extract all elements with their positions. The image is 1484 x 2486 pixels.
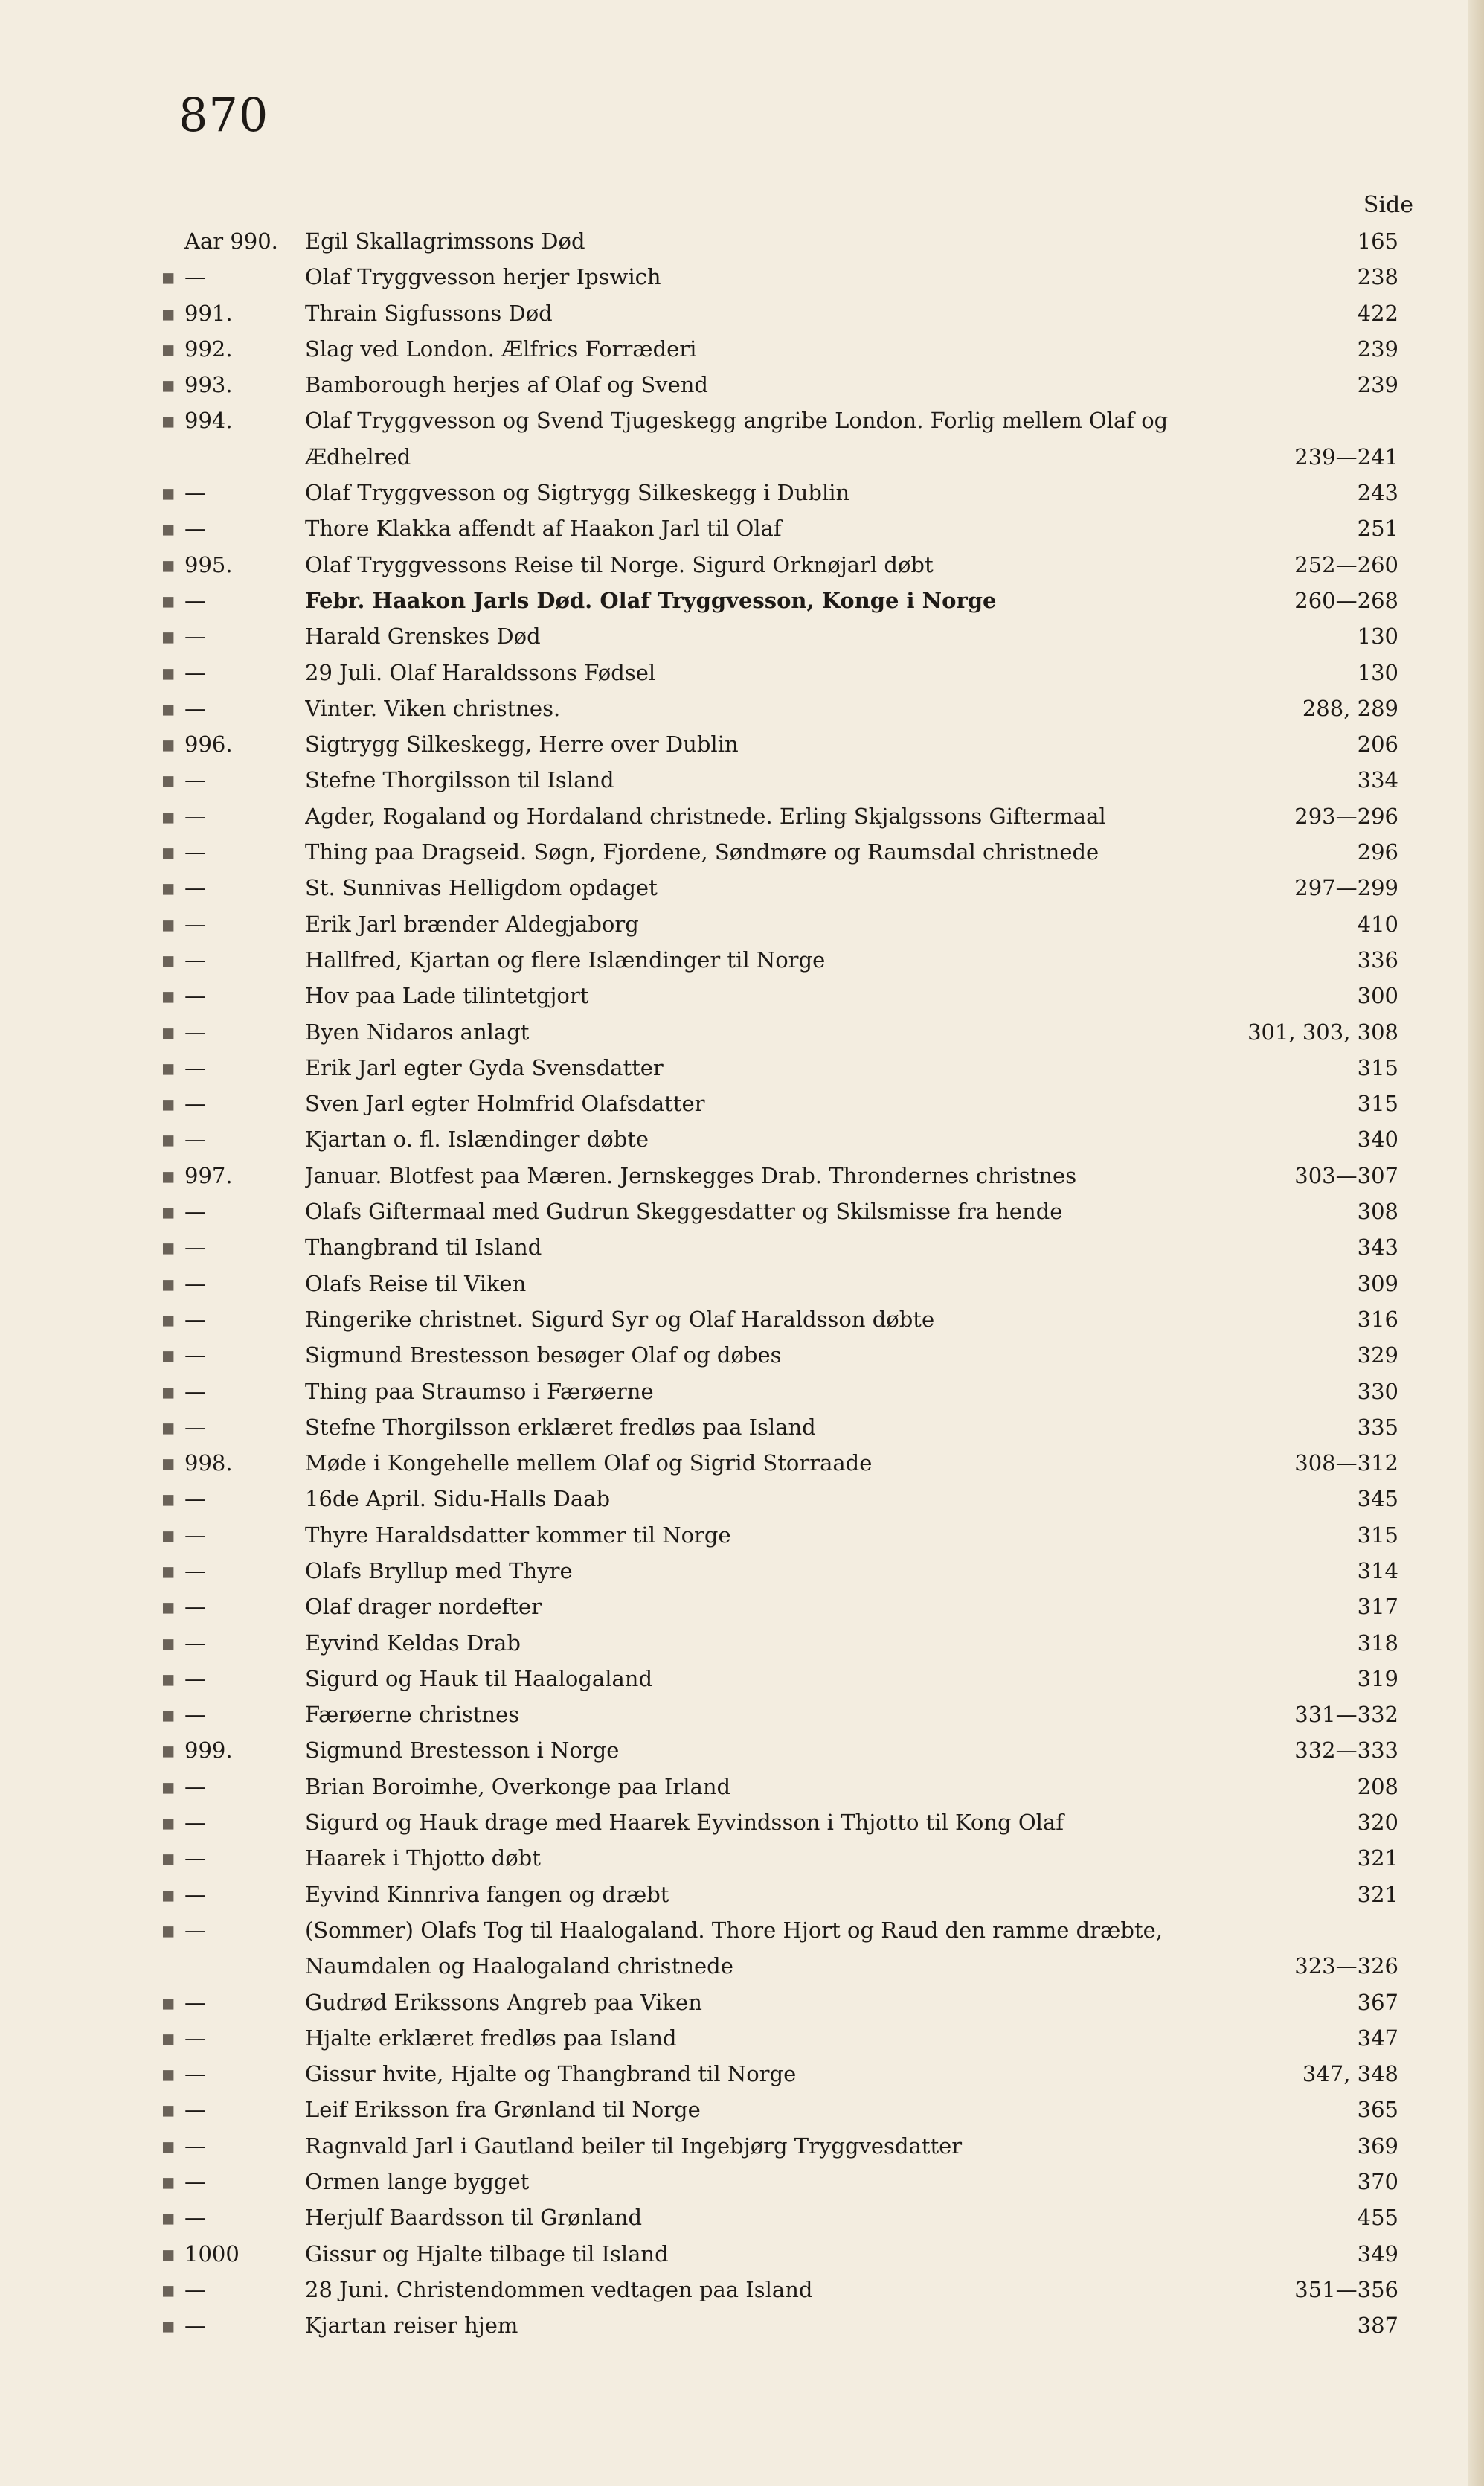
chronology-row: [0, 295, 1484, 331]
row-pages: 208: [1357, 1773, 1398, 1799]
row-marker: ▪: [161, 551, 176, 577]
row-year: —: [184, 1845, 206, 1871]
row-year: —: [184, 875, 206, 901]
row-entry: Hjalte erklæret fredløs paa Island: [305, 2025, 677, 2051]
row-marker: ▪: [161, 300, 176, 326]
row-entry: Olafs Bryllup med Thyre: [305, 1557, 573, 1583]
row-entry: Herjulf Baardsson til Grønland: [305, 2205, 643, 2231]
row-year: —: [184, 2205, 206, 2231]
row-entry: Leif Eriksson fra Grønland til Norge: [305, 2097, 701, 2123]
row-pages: 387: [1357, 2313, 1398, 2339]
row-entry: Erik Jarl egter Gyda Svensdatter: [305, 1054, 664, 1080]
row-pages: 323—326: [1294, 1953, 1398, 1979]
row-marker: ▪: [161, 1162, 176, 1188]
row-year: —: [184, 1594, 206, 1620]
chronology-row: [0, 1337, 1484, 1373]
row-pages: 308—312: [1294, 1450, 1398, 1476]
row-year: —: [184, 2097, 206, 2123]
row-marker: ▪: [161, 946, 176, 973]
row-marker: ▪: [161, 1127, 176, 1153]
chronology-row: [0, 1732, 1484, 1768]
row-year: —: [184, 1665, 206, 1691]
column-header: Side: [1363, 192, 1413, 218]
chronology-row: [0, 1697, 1484, 1732]
row-year: —: [184, 659, 206, 685]
row-year: —: [184, 624, 206, 650]
row-marker: ▪: [161, 731, 176, 757]
row-entry: Naumdalen og Haalogaland christnede: [305, 1953, 733, 1979]
row-pages: 243: [1357, 480, 1398, 506]
row-year: —: [184, 1342, 206, 1368]
row-pages: 316: [1357, 1306, 1398, 1332]
row-entry: Thore Klakka affendt af Haakon Jarl til Olaf: [305, 516, 782, 542]
row-marker: ▪: [161, 2025, 176, 2051]
row-pages: 334: [1357, 767, 1398, 793]
row-year: —: [184, 2061, 206, 2087]
chronology-row: [0, 870, 1484, 906]
row-pages: 321: [1357, 1881, 1398, 1907]
row-pages: 318: [1357, 1630, 1398, 1656]
row-year: —: [184, 1234, 206, 1260]
row-marker: ▪: [161, 1342, 176, 1368]
chronology-row: [0, 1086, 1484, 1121]
row-entry: Sigtrygg Silkeskegg, Herre over Dublin: [305, 731, 739, 757]
row-entry: Eyvind Keldas Drab: [305, 1630, 521, 1656]
row-entry: 16de April. Sidu-Halls Daab: [305, 1486, 611, 1512]
row-entry: Olafs Giftermaal med Gudrun Skeggesdatter og Skilsmisse fra hende: [305, 1199, 1063, 1225]
row-pages: 239—241: [1294, 443, 1398, 470]
chronology-row: [0, 547, 1484, 583]
row-pages: 308: [1357, 1199, 1398, 1225]
row-year: 991.: [184, 300, 233, 326]
row-year: —: [184, 2133, 206, 2159]
row-pages: 315: [1357, 1091, 1398, 1117]
chronology-row: [0, 1050, 1484, 1086]
row-pages: 251: [1357, 516, 1398, 542]
row-pages: 422: [1357, 300, 1398, 326]
row-entry: Agder, Rogaland og Hordaland christnede. Erling Skjalgssons Giftermaal: [305, 803, 1106, 829]
row-pages: 206: [1357, 731, 1398, 757]
row-year: Aar 990.: [184, 228, 278, 254]
row-marker: ▪: [161, 1091, 176, 1117]
row-pages: 369: [1357, 2133, 1398, 2159]
row-marker: ▪: [161, 2133, 176, 2159]
chronology-row: [0, 1301, 1484, 1337]
row-year: —: [184, 2313, 206, 2339]
row-entry: Thangbrand til Island: [305, 1234, 542, 1260]
row-entry: Hov paa Lade tilintetgjort: [305, 983, 589, 1009]
row-marker: ▪: [161, 2169, 176, 2195]
row-pages: 315: [1357, 1054, 1398, 1080]
row-entry: Olaf Tryggvesson herjer Ipswich: [305, 264, 661, 290]
row-marker: ▪: [161, 1989, 176, 2015]
row-year: —: [184, 1306, 206, 1332]
row-marker: ▪: [161, 1737, 176, 1763]
row-year: —: [184, 911, 206, 937]
chronology-list: [0, 223, 1484, 2344]
row-marker: ▪: [161, 1486, 176, 1512]
chronology-row: [0, 798, 1484, 834]
row-entry: Olafs Reise til Viken: [305, 1270, 527, 1296]
row-entry: Færøerne christnes: [305, 1702, 520, 1728]
row-year: —: [184, 2025, 206, 2051]
row-pages: 332—333: [1294, 1737, 1398, 1763]
chronology-row: [0, 978, 1484, 1013]
row-marker: ▪: [161, 695, 176, 721]
row-entry: Ringerike christnet. Sigurd Syr og Olaf Haraldsson døbte: [305, 1306, 935, 1332]
chronology-row: [0, 403, 1484, 438]
row-year: —: [184, 803, 206, 829]
chronology-row: [0, 2272, 1484, 2307]
row-marker: ▪: [161, 875, 176, 901]
row-marker: ▪: [161, 1702, 176, 1728]
row-pages: 347, 348: [1302, 2061, 1398, 2087]
row-year: —: [184, 516, 206, 542]
row-pages: 288, 289: [1302, 695, 1398, 721]
row-year: —: [184, 2276, 206, 2302]
row-entry: Olaf Tryggvessons Reise til Norge. Sigurd Orknøjarl døbt: [305, 551, 934, 577]
row-marker: ▪: [161, 2097, 176, 2123]
row-entry: Sigmund Brestesson i Norge: [305, 1737, 620, 1763]
row-year: —: [184, 983, 206, 1009]
row-entry: Gudrød Erikssons Angreb paa Viken: [305, 1989, 702, 2015]
row-marker: ▪: [161, 1234, 176, 1260]
row-marker: ▪: [161, 659, 176, 685]
chronology-row: [0, 1266, 1484, 1301]
row-marker: ▪: [161, 1054, 176, 1080]
row-entry: Sigurd og Hauk drage med Haarek Eyvindsson i Thjotto til Kong Olaf: [305, 1810, 1064, 1836]
row-pages: 370: [1357, 2169, 1398, 2195]
row-marker: ▪: [161, 1557, 176, 1583]
row-year: —: [184, 767, 206, 793]
row-entry: Febr. Haakon Jarls Død. Olaf Tryggvesson, Konge i Norge: [305, 587, 997, 613]
row-marker: ▪: [161, 336, 176, 362]
chronology-row: [0, 1517, 1484, 1553]
chronology-row: [0, 1409, 1484, 1445]
row-entry: (Sommer) Olafs Tog til Haalogaland. Thore Hjort og Raud den ramme dræbte,: [305, 1917, 1163, 1943]
row-entry: Kjartan o. fl. Islændinger døbte: [305, 1127, 649, 1153]
row-entry: Thrain Sigfussons Død: [305, 300, 553, 326]
row-pages: 367: [1357, 1989, 1398, 2015]
chronology-row: [0, 1014, 1484, 1050]
chronology-row: [0, 834, 1484, 870]
row-marker: ▪: [161, 1881, 176, 1907]
row-pages: 238: [1357, 264, 1398, 290]
row-marker: ▪: [161, 1594, 176, 1620]
row-year: —: [184, 1810, 206, 1836]
row-entry: Sven Jarl egter Holmfrid Olafsdatter: [305, 1091, 705, 1117]
row-year: —: [184, 1881, 206, 1907]
chronology-row: [0, 942, 1484, 978]
row-year: —: [184, 695, 206, 721]
chronology-row: [0, 510, 1484, 546]
row-marker: ▪: [161, 839, 176, 865]
row-year: —: [184, 587, 206, 613]
chronology-row: [0, 367, 1484, 403]
row-entry: Olaf Tryggvesson og Svend Tjugeskegg angribe London. Forlig mellem Olaf og: [305, 408, 1169, 434]
row-entry: 29 Juli. Olaf Haraldssons Fødsel: [305, 659, 656, 685]
row-marker: ▪: [161, 2240, 176, 2266]
row-pages: 345: [1357, 1486, 1398, 1512]
row-marker: ▪: [161, 480, 176, 506]
row-entry: Haarek i Thjotto døbt: [305, 1845, 541, 1871]
chronology-row: [0, 2020, 1484, 2056]
row-entry: St. Sunnivas Helligdom opdaget: [305, 875, 658, 901]
row-marker: ▪: [161, 1450, 176, 1476]
chronology-row: [0, 1374, 1484, 1409]
row-year: 995.: [184, 551, 233, 577]
row-marker: ▪: [161, 1378, 176, 1404]
chronology-row: [0, 1877, 1484, 1912]
row-marker: ▪: [161, 1773, 176, 1799]
chronology-row: [0, 726, 1484, 762]
row-entry: Thing paa Dragseid. Søgn, Fjordene, Søndmøre og Raumsdal christnede: [305, 839, 1099, 865]
chronology-row: [0, 259, 1484, 295]
row-marker: ▪: [161, 1917, 176, 1943]
row-entry: Ragnvald Jarl i Gautland beiler til Ingebjørg Tryggvesdatter: [305, 2133, 963, 2159]
row-year: 1000: [184, 2240, 240, 2266]
chronology-row: [0, 1661, 1484, 1697]
row-entry: Januar. Blotfest paa Mæren. Jernskegges Drab. Throndernes christnes: [305, 1162, 1077, 1188]
row-year: 999.: [184, 1737, 233, 1763]
chronology-row: [0, 331, 1484, 367]
row-year: —: [184, 1054, 206, 1080]
row-marker: ▪: [161, 1810, 176, 1836]
row-entry: Egil Skallagrimssons Død: [305, 228, 585, 254]
row-pages: 336: [1357, 946, 1398, 973]
row-entry: Sigmund Brestesson besøger Olaf og døbes: [305, 1342, 782, 1368]
row-entry: Olaf Tryggvesson og Sigtrygg Silkeskegg i Dublin: [305, 480, 850, 506]
row-pages: 330: [1357, 1378, 1398, 1404]
row-pages: 347: [1357, 2025, 1398, 2051]
row-year: —: [184, 1557, 206, 1583]
row-year: —: [184, 1486, 206, 1512]
row-pages: 365: [1357, 2097, 1398, 2123]
row-pages: 335: [1357, 1414, 1398, 1440]
chronology-row: [0, 655, 1484, 691]
row-pages: 351—356: [1294, 2276, 1398, 2302]
chronology-row: [0, 2056, 1484, 2092]
chronology-row: [0, 1229, 1484, 1265]
chronology-row: [0, 1481, 1484, 1516]
row-year: 993.: [184, 372, 233, 398]
chronology-row: [0, 906, 1484, 942]
row-pages: 300: [1357, 983, 1398, 1009]
row-year: —: [184, 1702, 206, 1728]
chronology-row: [0, 223, 1484, 259]
row-pages: 329: [1357, 1342, 1398, 1368]
row-year: 997.: [184, 1162, 233, 1188]
row-year: —: [184, 1917, 206, 1943]
chronology-row: [0, 2092, 1484, 2127]
chronology-row: [0, 2200, 1484, 2235]
row-entry: Harald Grenskes Død: [305, 624, 541, 650]
row-entry: Gissur hvite, Hjalte og Thangbrand til Norge: [305, 2061, 797, 2087]
row-pages: 319: [1357, 1665, 1398, 1691]
row-entry: 28 Juni. Christendommen vedtagen paa Island: [305, 2276, 813, 2302]
chronology-row: [0, 1589, 1484, 1624]
row-year: —: [184, 1773, 206, 1799]
row-pages: 301, 303, 308: [1247, 1019, 1398, 1045]
row-marker: ▪: [161, 587, 176, 613]
row-year: 998.: [184, 1450, 233, 1476]
row-pages: 239: [1357, 372, 1398, 398]
chronology-row: [0, 2236, 1484, 2272]
row-year: —: [184, 1199, 206, 1225]
row-marker: ▪: [161, 1270, 176, 1296]
row-year: —: [184, 1019, 206, 1045]
row-entry: Olaf drager nordefter: [305, 1594, 542, 1620]
row-entry: Bamborough herjes af Olaf og Svend: [305, 372, 708, 398]
row-marker: ▪: [161, 1199, 176, 1225]
row-marker: ▪: [161, 1306, 176, 1332]
row-pages: 343: [1357, 1234, 1398, 1260]
row-marker: ▪: [161, 1845, 176, 1871]
row-year: 994.: [184, 408, 233, 434]
chronology-row: [0, 1804, 1484, 1840]
row-year: —: [184, 1270, 206, 1296]
row-entry: Erik Jarl brænder Aldegjaborg: [305, 911, 639, 937]
chronology-row: [0, 1769, 1484, 1804]
row-pages: 410: [1357, 911, 1398, 937]
row-marker: ▪: [161, 408, 176, 434]
row-year: —: [184, 1127, 206, 1153]
row-year: 992.: [184, 336, 233, 362]
row-marker: ▪: [161, 803, 176, 829]
row-year: —: [184, 839, 206, 865]
row-marker: ▪: [161, 264, 176, 290]
row-marker: ▪: [161, 2276, 176, 2302]
row-entry: Thing paa Straumso i Færøerne: [305, 1378, 654, 1404]
chronology-row: [0, 2307, 1484, 2343]
row-pages: 239: [1357, 336, 1398, 362]
row-pages: 252—260: [1294, 551, 1398, 577]
row-entry: Byen Nidaros anlagt: [305, 1019, 530, 1045]
row-pages: 130: [1357, 659, 1398, 685]
chronology-row: [0, 1445, 1484, 1481]
row-marker: ▪: [161, 372, 176, 398]
row-year: 996.: [184, 731, 233, 757]
row-entry: Stefne Thorgilsson til Island: [305, 767, 614, 793]
row-marker: ▪: [161, 624, 176, 650]
row-pages: 315: [1357, 1522, 1398, 1548]
row-marker: ▪: [161, 2313, 176, 2339]
row-pages: 297—299: [1294, 875, 1398, 901]
chronology-row: [0, 618, 1484, 654]
row-year: —: [184, 1414, 206, 1440]
row-marker: ▪: [161, 1414, 176, 1440]
row-marker: ▪: [161, 1665, 176, 1691]
row-marker: ▪: [161, 983, 176, 1009]
row-entry: Ædhelred: [305, 443, 411, 470]
chronology-row: [0, 1194, 1484, 1229]
row-pages: 165: [1357, 228, 1398, 254]
chronology-row: [0, 1840, 1484, 1876]
chronology-row: [0, 1948, 1484, 1984]
row-year: —: [184, 1522, 206, 1548]
row-entry: Hallfred, Kjartan og flere Islændinger til Norge: [305, 946, 826, 973]
row-pages: 320: [1357, 1810, 1398, 1836]
chronology-row: [0, 583, 1484, 618]
row-entry: Stefne Thorgilsson erklæret fredløs paa Island: [305, 1414, 816, 1440]
row-year: —: [184, 1630, 206, 1656]
row-pages: 293—296: [1294, 803, 1398, 829]
row-pages: 321: [1357, 1845, 1398, 1871]
chronology-row: [0, 762, 1484, 798]
row-marker: ▪: [161, 2061, 176, 2087]
chronology-row: [0, 1984, 1484, 2020]
row-year: —: [184, 946, 206, 973]
chronology-row: [0, 2164, 1484, 2200]
row-entry: Kjartan reiser hjem: [305, 2313, 518, 2339]
row-pages: 303—307: [1294, 1162, 1398, 1188]
chronology-row: [0, 1912, 1484, 1948]
row-year: —: [184, 480, 206, 506]
row-entry: Thyre Haraldsdatter kommer til Norge: [305, 1522, 731, 1548]
chronology-row: [0, 2128, 1484, 2164]
row-year: —: [184, 264, 206, 290]
row-marker: ▪: [161, 911, 176, 937]
row-entry: Slag ved London. Ælfrics Forræderi: [305, 336, 697, 362]
row-marker: ▪: [161, 1522, 176, 1548]
row-entry: Ormen lange bygget: [305, 2169, 530, 2195]
row-marker: ▪: [161, 1019, 176, 1045]
chronology-row: [0, 1158, 1484, 1194]
row-year: —: [184, 1378, 206, 1404]
row-year: —: [184, 2169, 206, 2195]
chronology-row: [0, 691, 1484, 726]
page-number: 870: [179, 88, 269, 142]
row-pages: 130: [1357, 624, 1398, 650]
row-pages: 309: [1357, 1270, 1398, 1296]
row-pages: 314: [1357, 1557, 1398, 1583]
row-marker: ▪: [161, 767, 176, 793]
chronology-row: [0, 1553, 1484, 1589]
row-entry: Gissur og Hjalte tilbage til Island: [305, 2240, 669, 2266]
row-pages: 260—268: [1294, 587, 1398, 613]
row-pages: 317: [1357, 1594, 1398, 1620]
chronology-row: [0, 1625, 1484, 1661]
chronology-row: [0, 475, 1484, 510]
row-year: —: [184, 1989, 206, 2015]
row-year: —: [184, 1091, 206, 1117]
row-pages: 455: [1357, 2205, 1398, 2231]
row-entry: Brian Boroimhe, Overkonge paa Irland: [305, 1773, 731, 1799]
chronology-row: [0, 1121, 1484, 1157]
chronology-row: [0, 439, 1484, 475]
row-pages: 331—332: [1294, 1702, 1398, 1728]
row-pages: 296: [1357, 839, 1398, 865]
row-marker: ▪: [161, 516, 176, 542]
row-marker: ▪: [161, 2205, 176, 2231]
row-entry: Eyvind Kinnriva fangen og dræbt: [305, 1881, 669, 1907]
row-pages: 340: [1357, 1127, 1398, 1153]
row-pages: 349: [1357, 2240, 1398, 2266]
row-marker: ▪: [161, 1630, 176, 1656]
row-entry: Sigurd og Hauk til Haalogaland: [305, 1665, 653, 1691]
row-entry: Vinter. Viken christnes.: [305, 695, 561, 721]
row-entry: Møde i Kongehelle mellem Olaf og Sigrid Storraade: [305, 1450, 873, 1476]
